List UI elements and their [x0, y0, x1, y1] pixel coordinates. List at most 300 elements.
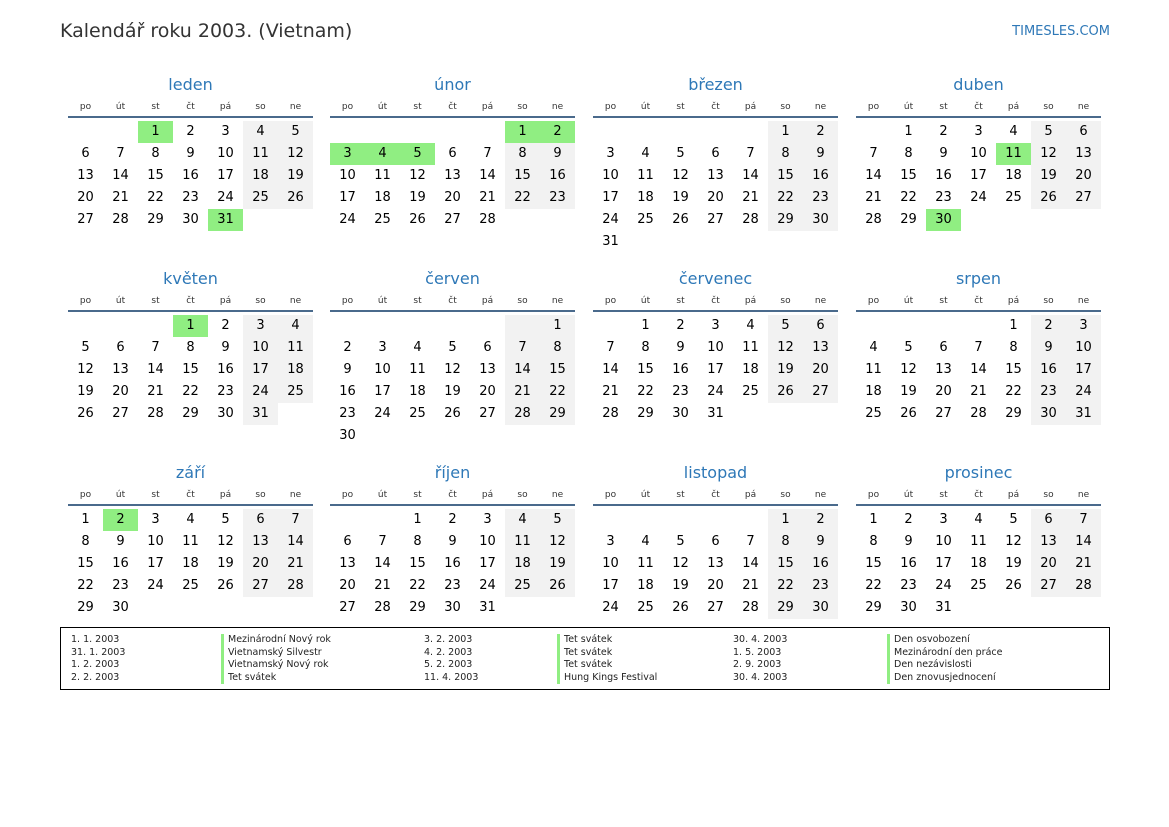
- day-cell[interactable]: 11: [182, 534, 199, 549]
- day-cell[interactable]: 11: [637, 168, 654, 183]
- day-cell[interactable]: 28: [374, 600, 391, 615]
- day-cell[interactable]: 28: [970, 406, 987, 421]
- day-cell[interactable]: 21: [147, 384, 164, 399]
- day-cell[interactable]: 6: [116, 340, 125, 355]
- day-cell[interactable]: 12: [540, 531, 575, 553]
- day-cell[interactable]: 5: [1031, 121, 1066, 143]
- day-cell[interactable]: 7: [151, 340, 160, 355]
- day-cell[interactable]: 22: [182, 384, 199, 399]
- day-cell[interactable]: 8: [768, 531, 803, 553]
- day-cell[interactable]: 29: [182, 406, 199, 421]
- day-cell[interactable]: 20: [77, 190, 94, 205]
- day-cell[interactable]: 30: [112, 600, 129, 615]
- day-cell[interactable]: 14: [505, 359, 540, 381]
- day-cell[interactable]: 26: [444, 406, 461, 421]
- day-cell[interactable]: 6: [711, 534, 720, 549]
- day-cell[interactable]: 18: [505, 553, 540, 575]
- day-cell[interactable]: 28: [742, 212, 759, 227]
- day-cell[interactable]: 30: [217, 406, 234, 421]
- day-cell[interactable]: 9: [186, 146, 195, 161]
- day-cell[interactable]: 13: [243, 531, 278, 553]
- day-cell[interactable]: 3: [939, 512, 948, 527]
- day-cell[interactable]: 30: [803, 209, 838, 231]
- day-cell[interactable]: 17: [339, 190, 356, 205]
- day-cell[interactable]: 19: [900, 384, 917, 399]
- day-cell[interactable]: 25: [637, 600, 654, 615]
- day-cell[interactable]: 5: [676, 146, 685, 161]
- day-cell[interactable]: 4: [413, 340, 422, 355]
- day-cell[interactable]: 27: [243, 575, 278, 597]
- day-cell[interactable]: 1: [173, 315, 208, 337]
- day-cell[interactable]: 2: [343, 340, 352, 355]
- day-cell[interactable]: 15: [637, 362, 654, 377]
- day-cell[interactable]: 2: [803, 509, 838, 531]
- day-cell[interactable]: 24: [147, 578, 164, 593]
- day-cell[interactable]: 18: [374, 190, 391, 205]
- day-cell[interactable]: 1: [81, 512, 90, 527]
- day-cell[interactable]: 2: [1031, 315, 1066, 337]
- day-cell[interactable]: 21: [742, 190, 759, 205]
- day-cell[interactable]: 27: [707, 600, 724, 615]
- day-cell[interactable]: 26: [77, 406, 94, 421]
- day-cell[interactable]: 23: [444, 578, 461, 593]
- day-cell[interactable]: 12: [217, 534, 234, 549]
- day-cell[interactable]: 23: [803, 575, 838, 597]
- day-cell[interactable]: 1: [641, 318, 650, 333]
- day-cell[interactable]: 23: [217, 384, 234, 399]
- day-cell[interactable]: 4: [869, 340, 878, 355]
- day-cell[interactable]: 24: [970, 190, 987, 205]
- day-cell[interactable]: 14: [479, 168, 496, 183]
- day-cell[interactable]: 14: [865, 168, 882, 183]
- day-cell[interactable]: 19: [540, 553, 575, 575]
- day-cell[interactable]: 16: [900, 556, 917, 571]
- day-cell[interactable]: 12: [1005, 534, 1022, 549]
- day-cell[interactable]: 16: [112, 556, 129, 571]
- day-cell[interactable]: 9: [676, 340, 685, 355]
- day-cell[interactable]: 22: [768, 575, 803, 597]
- day-cell[interactable]: 11: [865, 362, 882, 377]
- day-cell[interactable]: 10: [602, 168, 619, 183]
- day-cell[interactable]: 27: [339, 600, 356, 615]
- day-cell[interactable]: 7: [483, 146, 492, 161]
- day-cell[interactable]: 6: [1031, 509, 1066, 531]
- day-cell[interactable]: 3: [711, 318, 720, 333]
- day-cell[interactable]: 26: [768, 381, 803, 403]
- day-cell[interactable]: 30: [1031, 403, 1066, 425]
- day-cell[interactable]: 7: [869, 146, 878, 161]
- day-cell[interactable]: 15: [182, 362, 199, 377]
- day-cell[interactable]: 1: [869, 512, 878, 527]
- day-cell[interactable]: 3: [330, 143, 365, 165]
- day-cell[interactable]: 20: [707, 578, 724, 593]
- day-cell[interactable]: 29: [900, 212, 917, 227]
- day-cell[interactable]: 1: [768, 509, 803, 531]
- day-cell[interactable]: 9: [221, 340, 230, 355]
- day-cell[interactable]: 6: [711, 146, 720, 161]
- day-cell[interactable]: 25: [182, 578, 199, 593]
- day-cell[interactable]: 18: [637, 578, 654, 593]
- day-cell[interactable]: 8: [413, 534, 422, 549]
- day-cell[interactable]: 19: [768, 359, 803, 381]
- day-cell[interactable]: 24: [602, 212, 619, 227]
- day-cell[interactable]: 12: [900, 362, 917, 377]
- day-cell[interactable]: 17: [602, 578, 619, 593]
- day-cell[interactable]: 17: [970, 168, 987, 183]
- day-cell[interactable]: 26: [672, 212, 689, 227]
- day-cell[interactable]: 14: [278, 531, 313, 553]
- day-cell[interactable]: 24: [339, 212, 356, 227]
- day-cell[interactable]: 13: [803, 337, 838, 359]
- day-cell[interactable]: 7: [606, 340, 615, 355]
- day-cell[interactable]: 16: [803, 553, 838, 575]
- day-cell[interactable]: 10: [339, 168, 356, 183]
- day-cell[interactable]: 31: [707, 406, 724, 421]
- day-cell[interactable]: 31: [602, 234, 619, 249]
- day-cell[interactable]: 23: [339, 406, 356, 421]
- day-cell[interactable]: 2: [904, 512, 913, 527]
- day-cell[interactable]: 9: [343, 362, 352, 377]
- day-cell[interactable]: 7: [505, 337, 540, 359]
- day-cell[interactable]: 27: [803, 381, 838, 403]
- day-cell[interactable]: 13: [339, 556, 356, 571]
- day-cell[interactable]: 31: [208, 209, 243, 231]
- day-cell[interactable]: 13: [707, 556, 724, 571]
- day-cell[interactable]: 22: [505, 187, 540, 209]
- day-cell[interactable]: 27: [707, 212, 724, 227]
- day-cell[interactable]: 9: [803, 531, 838, 553]
- day-cell[interactable]: 2: [186, 124, 195, 139]
- day-cell[interactable]: 29: [768, 597, 803, 619]
- day-cell[interactable]: 9: [904, 534, 913, 549]
- day-cell[interactable]: 27: [112, 406, 129, 421]
- day-cell[interactable]: 10: [707, 340, 724, 355]
- day-cell[interactable]: 17: [217, 168, 234, 183]
- day-cell[interactable]: 4: [278, 315, 313, 337]
- day-cell[interactable]: 5: [676, 534, 685, 549]
- day-cell[interactable]: 4: [243, 121, 278, 143]
- day-cell[interactable]: 15: [147, 168, 164, 183]
- day-cell[interactable]: 6: [939, 340, 948, 355]
- day-cell[interactable]: 20: [707, 190, 724, 205]
- day-cell[interactable]: 30: [900, 600, 917, 615]
- day-cell[interactable]: 8: [81, 534, 90, 549]
- day-cell[interactable]: 23: [540, 187, 575, 209]
- day-cell[interactable]: 30: [182, 212, 199, 227]
- day-cell[interactable]: 19: [278, 165, 313, 187]
- day-cell[interactable]: 19: [444, 384, 461, 399]
- day-cell[interactable]: 10: [970, 146, 987, 161]
- day-cell[interactable]: 25: [374, 212, 391, 227]
- day-cell[interactable]: 12: [278, 143, 313, 165]
- day-cell[interactable]: 10: [374, 362, 391, 377]
- day-cell[interactable]: 13: [1066, 143, 1101, 165]
- day-cell[interactable]: 6: [343, 534, 352, 549]
- day-cell[interactable]: 10: [243, 337, 278, 359]
- day-cell[interactable]: 2: [448, 512, 457, 527]
- day-cell[interactable]: 9: [540, 143, 575, 165]
- day-cell[interactable]: 29: [77, 600, 94, 615]
- day-cell[interactable]: 3: [606, 534, 615, 549]
- day-cell[interactable]: 13: [479, 362, 496, 377]
- day-cell[interactable]: 15: [768, 165, 803, 187]
- day-cell[interactable]: 15: [505, 165, 540, 187]
- day-cell[interactable]: 11: [505, 531, 540, 553]
- day-cell[interactable]: 14: [112, 168, 129, 183]
- day-cell[interactable]: 5: [904, 340, 913, 355]
- day-cell[interactable]: 24: [602, 600, 619, 615]
- day-cell[interactable]: 28: [602, 406, 619, 421]
- day-cell[interactable]: 16: [217, 362, 234, 377]
- day-cell[interactable]: 10: [935, 534, 952, 549]
- day-cell[interactable]: 20: [339, 578, 356, 593]
- day-cell[interactable]: 8: [1009, 340, 1018, 355]
- day-cell[interactable]: 17: [479, 556, 496, 571]
- day-cell[interactable]: 24: [374, 406, 391, 421]
- day-cell[interactable]: 3: [974, 124, 983, 139]
- day-cell[interactable]: 28: [112, 212, 129, 227]
- day-cell[interactable]: 4: [505, 509, 540, 531]
- day-cell[interactable]: 3: [151, 512, 160, 527]
- day-cell[interactable]: 12: [444, 362, 461, 377]
- day-cell[interactable]: 17: [935, 556, 952, 571]
- day-cell[interactable]: 23: [935, 190, 952, 205]
- day-cell[interactable]: 1: [540, 315, 575, 337]
- day-cell[interactable]: 9: [1031, 337, 1066, 359]
- day-cell[interactable]: 12: [672, 168, 689, 183]
- day-cell[interactable]: 30: [926, 209, 961, 231]
- day-cell[interactable]: 23: [1031, 381, 1066, 403]
- day-cell[interactable]: 8: [641, 340, 650, 355]
- day-cell[interactable]: 29: [540, 403, 575, 425]
- day-cell[interactable]: 14: [1066, 531, 1101, 553]
- day-cell[interactable]: 16: [1031, 359, 1066, 381]
- day-cell[interactable]: 9: [116, 534, 125, 549]
- day-cell[interactable]: 26: [278, 187, 313, 209]
- day-cell[interactable]: 23: [803, 187, 838, 209]
- day-cell[interactable]: 22: [1005, 384, 1022, 399]
- day-cell[interactable]: 18: [865, 384, 882, 399]
- day-cell[interactable]: 21: [602, 384, 619, 399]
- day-cell[interactable]: 15: [865, 556, 882, 571]
- day-cell[interactable]: 13: [707, 168, 724, 183]
- day-cell[interactable]: 1: [505, 121, 540, 143]
- day-cell[interactable]: 31: [479, 600, 496, 615]
- day-cell[interactable]: 9: [803, 143, 838, 165]
- day-cell[interactable]: 15: [409, 556, 426, 571]
- day-cell[interactable]: 16: [444, 556, 461, 571]
- day-cell[interactable]: 22: [409, 578, 426, 593]
- day-cell[interactable]: 7: [116, 146, 125, 161]
- day-cell[interactable]: 4: [641, 146, 650, 161]
- day-cell[interactable]: 5: [221, 512, 230, 527]
- day-cell[interactable]: 26: [540, 575, 575, 597]
- day-cell[interactable]: 19: [1005, 556, 1022, 571]
- day-cell[interactable]: 19: [672, 578, 689, 593]
- day-cell[interactable]: 7: [746, 534, 755, 549]
- day-cell[interactable]: 11: [996, 143, 1031, 165]
- day-cell[interactable]: 29: [147, 212, 164, 227]
- day-cell[interactable]: 11: [243, 143, 278, 165]
- day-cell[interactable]: 30: [444, 600, 461, 615]
- day-cell[interactable]: 25: [505, 575, 540, 597]
- day-cell[interactable]: 16: [672, 362, 689, 377]
- day-cell[interactable]: 28: [278, 575, 313, 597]
- day-cell[interactable]: 17: [374, 384, 391, 399]
- day-cell[interactable]: 21: [374, 578, 391, 593]
- day-cell[interactable]: 12: [768, 337, 803, 359]
- day-cell[interactable]: 13: [1031, 531, 1066, 553]
- day-cell[interactable]: 12: [1031, 143, 1066, 165]
- day-cell[interactable]: 18: [278, 359, 313, 381]
- day-cell[interactable]: 4: [1009, 124, 1018, 139]
- day-cell[interactable]: 1: [768, 121, 803, 143]
- day-cell[interactable]: 25: [970, 578, 987, 593]
- day-cell[interactable]: 29: [1005, 406, 1022, 421]
- day-cell[interactable]: 29: [637, 406, 654, 421]
- day-cell[interactable]: 15: [768, 553, 803, 575]
- day-cell[interactable]: 10: [479, 534, 496, 549]
- day-cell[interactable]: 22: [900, 190, 917, 205]
- day-cell[interactable]: 13: [444, 168, 461, 183]
- day-cell[interactable]: 12: [77, 362, 94, 377]
- day-cell[interactable]: 26: [1005, 578, 1022, 593]
- day-cell[interactable]: 23: [900, 578, 917, 593]
- day-cell[interactable]: 11: [637, 556, 654, 571]
- day-cell[interactable]: 27: [1031, 575, 1066, 597]
- day-cell[interactable]: 11: [409, 362, 426, 377]
- day-cell[interactable]: 29: [768, 209, 803, 231]
- day-cell[interactable]: 20: [1066, 165, 1101, 187]
- day-cell[interactable]: 24: [1066, 381, 1101, 403]
- day-cell[interactable]: 19: [1031, 165, 1066, 187]
- day-cell[interactable]: 3: [1066, 315, 1101, 337]
- day-cell[interactable]: 8: [186, 340, 195, 355]
- day-cell[interactable]: 18: [637, 190, 654, 205]
- site-link[interactable]: TIMESLES.COM: [1012, 24, 1110, 39]
- day-cell[interactable]: 22: [147, 190, 164, 205]
- day-cell[interactable]: 25: [865, 406, 882, 421]
- day-cell[interactable]: 26: [672, 600, 689, 615]
- day-cell[interactable]: 25: [409, 406, 426, 421]
- day-cell[interactable]: 8: [768, 143, 803, 165]
- day-cell[interactable]: 8: [540, 337, 575, 359]
- day-cell[interactable]: 20: [243, 553, 278, 575]
- day-cell[interactable]: 17: [707, 362, 724, 377]
- day-cell[interactable]: 6: [81, 146, 90, 161]
- day-cell[interactable]: 24: [479, 578, 496, 593]
- day-cell[interactable]: 4: [974, 512, 983, 527]
- day-cell[interactable]: 15: [1005, 362, 1022, 377]
- day-cell[interactable]: 17: [147, 556, 164, 571]
- day-cell[interactable]: 7: [746, 146, 755, 161]
- day-cell[interactable]: 24: [243, 381, 278, 403]
- day-cell[interactable]: 3: [221, 124, 230, 139]
- day-cell[interactable]: 11: [374, 168, 391, 183]
- day-cell[interactable]: 7: [378, 534, 387, 549]
- day-cell[interactable]: 22: [637, 384, 654, 399]
- day-cell[interactable]: 8: [505, 143, 540, 165]
- day-cell[interactable]: 29: [865, 600, 882, 615]
- day-cell[interactable]: 2: [803, 121, 838, 143]
- day-cell[interactable]: 22: [77, 578, 94, 593]
- day-cell[interactable]: 1: [413, 512, 422, 527]
- day-cell[interactable]: 2: [103, 509, 138, 531]
- day-cell[interactable]: 27: [935, 406, 952, 421]
- day-cell[interactable]: 6: [803, 315, 838, 337]
- day-cell[interactable]: 21: [278, 553, 313, 575]
- day-cell[interactable]: 31: [1066, 403, 1101, 425]
- day-cell[interactable]: 25: [637, 212, 654, 227]
- day-cell[interactable]: 31: [935, 600, 952, 615]
- day-cell[interactable]: 14: [742, 556, 759, 571]
- day-cell[interactable]: 16: [935, 168, 952, 183]
- day-cell[interactable]: 4: [746, 318, 755, 333]
- day-cell[interactable]: 28: [742, 600, 759, 615]
- day-cell[interactable]: 18: [409, 384, 426, 399]
- day-cell[interactable]: 17: [1066, 359, 1101, 381]
- day-cell[interactable]: 28: [865, 212, 882, 227]
- day-cell[interactable]: 8: [869, 534, 878, 549]
- day-cell[interactable]: 21: [479, 190, 496, 205]
- day-cell[interactable]: 9: [448, 534, 457, 549]
- day-cell[interactable]: 5: [81, 340, 90, 355]
- day-cell[interactable]: 4: [365, 143, 400, 165]
- day-cell[interactable]: 6: [448, 146, 457, 161]
- day-cell[interactable]: 5: [400, 143, 435, 165]
- day-cell[interactable]: 18: [182, 556, 199, 571]
- day-cell[interactable]: 17: [243, 359, 278, 381]
- day-cell[interactable]: 26: [217, 578, 234, 593]
- day-cell[interactable]: 2: [540, 121, 575, 143]
- day-cell[interactable]: 24: [707, 384, 724, 399]
- day-cell[interactable]: 2: [676, 318, 685, 333]
- day-cell[interactable]: 22: [540, 381, 575, 403]
- day-cell[interactable]: 23: [672, 384, 689, 399]
- day-cell[interactable]: 18: [970, 556, 987, 571]
- day-cell[interactable]: 6: [243, 509, 278, 531]
- day-cell[interactable]: 21: [505, 381, 540, 403]
- day-cell[interactable]: 16: [540, 165, 575, 187]
- day-cell[interactable]: 23: [182, 190, 199, 205]
- day-cell[interactable]: 24: [217, 190, 234, 205]
- day-cell[interactable]: 8: [151, 146, 160, 161]
- day-cell[interactable]: 20: [112, 384, 129, 399]
- day-cell[interactable]: 19: [217, 556, 234, 571]
- day-cell[interactable]: 21: [112, 190, 129, 205]
- day-cell[interactable]: 28: [505, 403, 540, 425]
- day-cell[interactable]: 9: [939, 146, 948, 161]
- day-cell[interactable]: 10: [147, 534, 164, 549]
- day-cell[interactable]: 12: [409, 168, 426, 183]
- day-cell[interactable]: 13: [935, 362, 952, 377]
- day-cell[interactable]: 21: [1066, 553, 1101, 575]
- day-cell[interactable]: 1: [904, 124, 913, 139]
- day-cell[interactable]: 5: [540, 509, 575, 531]
- day-cell[interactable]: 15: [900, 168, 917, 183]
- day-cell[interactable]: 28: [479, 212, 496, 227]
- day-cell[interactable]: 23: [112, 578, 129, 593]
- day-cell[interactable]: 21: [970, 384, 987, 399]
- day-cell[interactable]: 28: [147, 406, 164, 421]
- day-cell[interactable]: 2: [939, 124, 948, 139]
- day-cell[interactable]: 19: [409, 190, 426, 205]
- day-cell[interactable]: 12: [672, 556, 689, 571]
- day-cell[interactable]: 25: [1005, 190, 1022, 205]
- day-cell[interactable]: 6: [483, 340, 492, 355]
- day-cell[interactable]: 14: [970, 362, 987, 377]
- day-cell[interactable]: 31: [243, 403, 278, 425]
